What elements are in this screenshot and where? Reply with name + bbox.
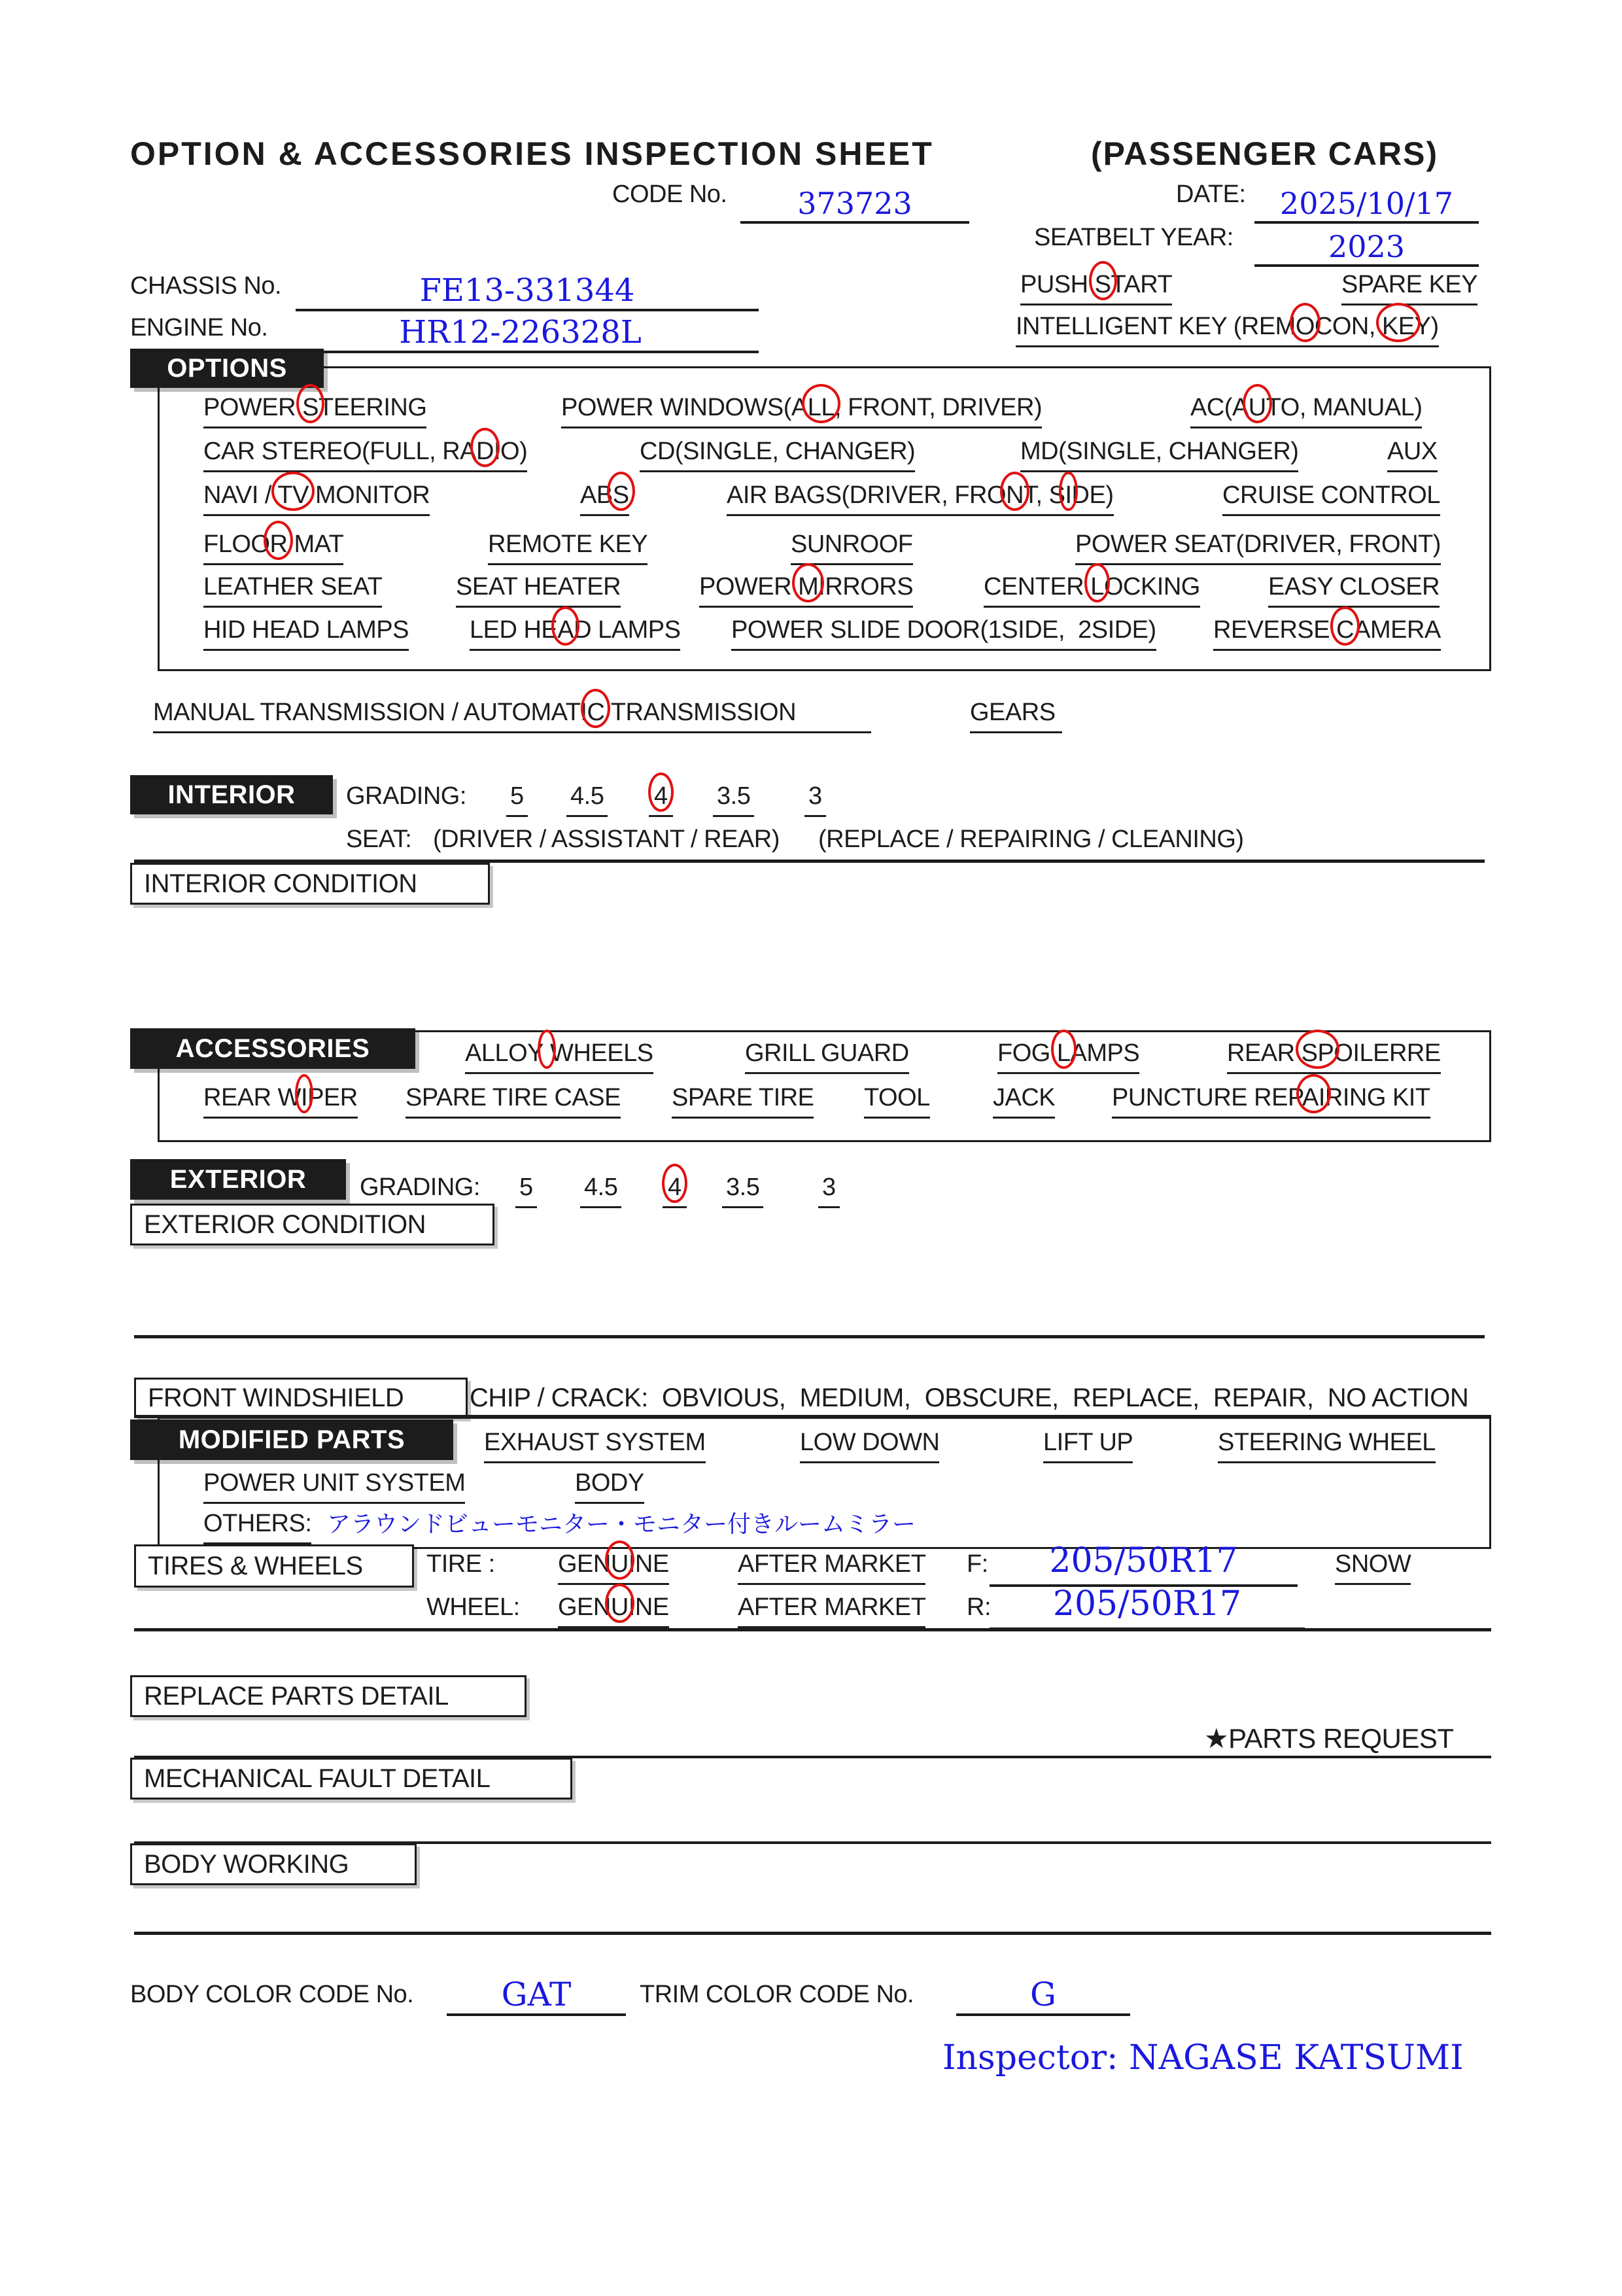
modified-exhaust-system: EXHAUST SYSTEM: [484, 1429, 706, 1463]
modified-steering-wheel: STEERING WHEEL: [1218, 1429, 1436, 1463]
tires-wheels-box: TIRES & WHEELS: [134, 1544, 414, 1588]
section-divider-line: [134, 1335, 1485, 1338]
interior-grade-4: 4: [649, 782, 673, 817]
option-navi-tv-monitor: NAVI / TV MONITOR: [203, 481, 430, 516]
options-section-header: OPTIONS: [130, 349, 324, 388]
trim-color-code-label: TRIM COLOR CODE No.: [640, 1981, 914, 2008]
tire-label: TIRE :: [426, 1550, 495, 1578]
tires-divider-line: [134, 1628, 1491, 1631]
others-label: OTHERS:: [203, 1510, 311, 1544]
accessory-rear-spoiler: REAR SPOILERRE: [1227, 1039, 1441, 1074]
body-working-box: BODY WORKING: [130, 1843, 417, 1885]
replace-parts-detail-box: REPLACE PARTS DETAIL: [130, 1675, 526, 1717]
modified-body: BODY: [575, 1469, 644, 1504]
seatbelt-year-field: 2023: [1254, 224, 1479, 267]
exterior-grade-3: 3: [818, 1174, 840, 1208]
option-power-seat: POWER SEAT(DRIVER, FRONT): [1075, 531, 1441, 565]
body-color-code-label: BODY COLOR CODE No.: [130, 1981, 414, 2008]
interior-grading-label: GRADING:: [346, 782, 466, 810]
tire-snow-option: SNOW: [1335, 1550, 1411, 1585]
option-cd: CD(SINGLE, CHANGER): [640, 438, 915, 472]
tire-genuine-option: GENUINE: [558, 1550, 669, 1585]
wheel-label: WHEEL:: [426, 1593, 520, 1621]
option-cruise-control: CRUISE CONTROL: [1222, 481, 1440, 516]
wheel-rear-size-field: 205/50R17: [990, 1576, 1305, 1630]
option-air-bags: AIR BAGS(DRIVER, FRONT, SIDE): [727, 481, 1114, 516]
accessory-rear-wiper: REAR WIPER: [203, 1084, 358, 1119]
modified-power-unit-system: POWER UNIT SYSTEM: [203, 1469, 465, 1504]
option-center-locking: CENTER LOCKING: [984, 573, 1200, 608]
inspector-signature: Inspector: NAGASE KATSUMI: [942, 2038, 1464, 2078]
option-power-slide-door: POWER SLIDE DOOR(1SIDE, 2SIDE): [731, 616, 1156, 651]
wheel-after-market-option: AFTER MARKET: [738, 1593, 925, 1628]
option-abs: ABS: [580, 481, 629, 516]
accessory-fog-lamps: FOG LAMPS: [997, 1039, 1139, 1074]
tire-front-size-field: 205/50R17: [990, 1533, 1298, 1587]
tire-front-label: F:: [967, 1550, 988, 1578]
spare-key-option: SPARE KEY: [1341, 271, 1477, 305]
accessory-spare-tire-case: SPARE TIRE CASE: [406, 1084, 621, 1119]
engine-value-field: HR12-226328L: [282, 309, 759, 353]
accessory-tool: TOOL: [864, 1084, 930, 1119]
seat-actions: (REPLACE / REPAIRING / CLEANING): [818, 826, 1244, 853]
option-car-stereo: CAR STEREO(FULL, RADIO): [203, 438, 527, 472]
option-hid-head-lamps: HID HEAD LAMPS: [203, 616, 409, 651]
modified-parts-section-header: MODIFIED PARTS: [130, 1419, 453, 1460]
option-seat-heater: SEAT HEATER: [456, 573, 621, 608]
accessory-spare-tire: SPARE TIRE: [672, 1084, 814, 1119]
push-start-option: PUSH START: [1020, 271, 1172, 305]
seat-label: SEAT:: [346, 826, 412, 853]
exterior-grade-4: 4: [663, 1174, 687, 1208]
front-windshield-box: FRONT WINDSHIELD: [134, 1378, 468, 1418]
modified-lift-up: LIFT UP: [1043, 1429, 1133, 1463]
date-value-field: 2025/10/17: [1254, 179, 1479, 224]
option-ac: AC(AUTO, MANUAL): [1190, 394, 1422, 428]
date-label: DATE:: [1176, 181, 1246, 208]
transmission-line: MANUAL TRANSMISSION / AUTOMATIC TRANSMISSION: [153, 699, 871, 733]
exterior-section-header: EXTERIOR: [130, 1159, 346, 1200]
exterior-grade-3-5: 3.5: [722, 1174, 763, 1208]
chip-crack-options: CHIP / CRACK: OBVIOUS, MEDIUM, OBSCURE, REPLACE, REPAIR, NO ACTION: [470, 1383, 1469, 1412]
option-floor-mat: FLOOR MAT: [203, 531, 343, 565]
modified-low-down: LOW DOWN: [800, 1429, 939, 1463]
gears-label: GEARS: [970, 699, 1062, 733]
option-power-steering: POWER STEERING: [203, 394, 426, 428]
option-reverse-camera: REVERSE CAMERA: [1213, 616, 1441, 651]
option-power-windows: POWER WINDOWS(ALL, FRONT, DRIVER): [561, 394, 1042, 428]
exterior-grade-5: 5: [515, 1174, 537, 1208]
exterior-grading-label: GRADING:: [360, 1174, 480, 1201]
intelligent-key-option: INTELLIGENT KEY (REMOCON, KEY): [1016, 313, 1439, 347]
page-title: OPTION & ACCESSORIES INSPECTION SHEET: [130, 135, 934, 172]
engine-label: ENGINE No.: [130, 314, 268, 341]
interior-grade-5: 5: [506, 782, 528, 817]
exterior-grade-4-5: 4.5: [580, 1174, 621, 1208]
interior-condition-box: INTERIOR CONDITION: [130, 863, 490, 905]
seatbelt-year-label: SEATBELT YEAR:: [1034, 224, 1234, 251]
seat-positions: (DRIVER / ASSISTANT / REAR): [433, 826, 780, 853]
parts-request-note: ★PARTS REQUEST: [1204, 1723, 1454, 1754]
chassis-label: CHASSIS No.: [130, 272, 282, 300]
option-remote-key: REMOTE KEY: [488, 531, 647, 565]
others-handwritten-value: アラウンドビューモニター・モニター付きルームミラー: [327, 1511, 916, 1538]
accessory-alloy-wheels: ALLOY WHEELS: [465, 1039, 653, 1074]
accessory-jack: JACK: [993, 1084, 1055, 1119]
exterior-condition-box: EXTERIOR CONDITION: [130, 1204, 494, 1245]
page-subtitle: (PASSENGER CARS): [1091, 135, 1439, 172]
body-color-code-field: GAT: [447, 1970, 626, 2016]
interior-grade-3-5: 3.5: [713, 782, 754, 817]
interior-section-header: INTERIOR: [130, 775, 333, 814]
accessories-section-header: ACCESSORIES: [130, 1028, 415, 1069]
code-label: CODE No.: [612, 181, 727, 208]
accessory-puncture-repairing-kit: PUNCTURE REPAIRING KIT: [1112, 1084, 1430, 1119]
option-power-mirrors: POWER MIRRORS: [699, 573, 913, 608]
tire-after-market-option: AFTER MARKET: [738, 1550, 925, 1585]
option-sunroof: SUNROOF: [791, 531, 913, 565]
option-leather-seat: LEATHER SEAT: [203, 573, 382, 608]
mechanical-fault-detail-box: MECHANICAL FAULT DETAIL: [130, 1758, 572, 1800]
wheel-rear-label: R:: [967, 1593, 991, 1621]
chassis-value-field: FE13-331344: [296, 267, 759, 311]
footer-divider-line: [134, 1932, 1491, 1935]
accessory-grill-guard: GRILL GUARD: [745, 1039, 909, 1074]
code-value-field: 373723: [740, 182, 969, 224]
interior-grade-4-5: 4.5: [566, 782, 608, 817]
wheel-genuine-option: GENUINE: [558, 1593, 669, 1628]
option-aux: AUX: [1387, 438, 1438, 472]
option-easy-closer: EASY CLOSER: [1268, 573, 1440, 608]
option-md: MD(SINGLE, CHANGER): [1020, 438, 1298, 472]
trim-color-code-field: G: [956, 1970, 1130, 2016]
option-led-head-lamps: LED HEAD LAMPS: [470, 616, 680, 651]
interior-grade-3: 3: [804, 782, 826, 817]
